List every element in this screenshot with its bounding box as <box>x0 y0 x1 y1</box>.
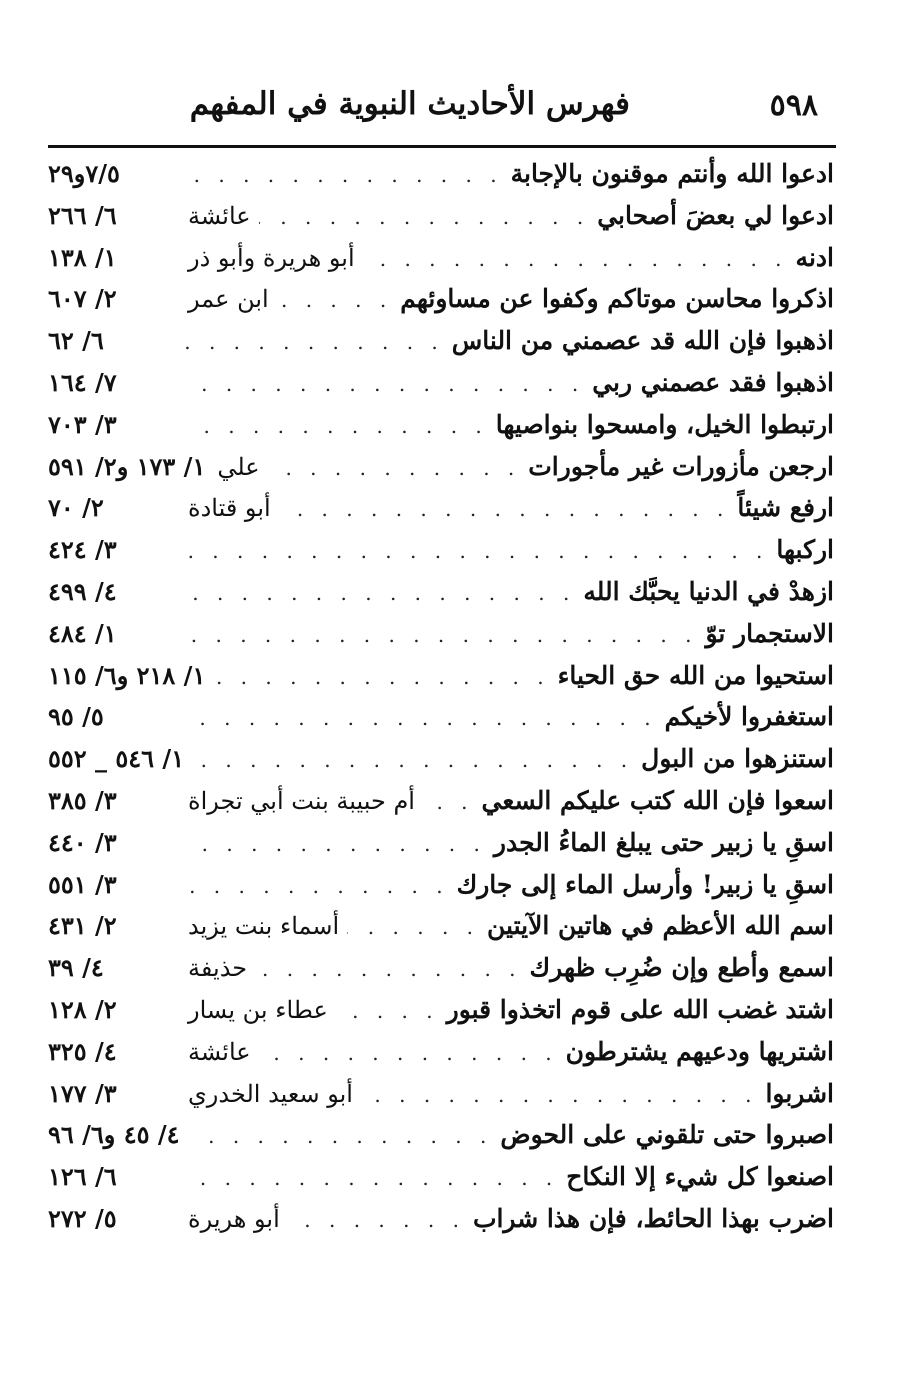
dot-leader <box>347 907 479 947</box>
volume-page-reference: ١/ ٤٨٤ <box>48 618 117 648</box>
index-entry <box>48 571 834 613</box>
index-entry <box>48 696 834 738</box>
index-entry <box>48 446 834 488</box>
volume-page-reference: ١/ ٢١٨ و٦/ ١١٥ <box>48 660 206 690</box>
hadith-text: اشتريها ودعيهم يشترطون <box>565 1036 834 1066</box>
dot-leader <box>192 740 633 780</box>
volume-page-reference: ٣/ ٧٠٣ <box>48 409 117 439</box>
hadith-text: اشربوا <box>765 1078 834 1108</box>
dot-leader <box>184 531 768 571</box>
dot-leader <box>184 1158 558 1198</box>
narrator-name: أبو قتادة <box>188 494 271 523</box>
index-entry <box>48 655 834 697</box>
dot-leader <box>184 615 697 655</box>
dot-leader <box>184 824 486 864</box>
volume-page-reference: ٢/ ٦٠٧ <box>48 284 117 314</box>
dot-leader <box>259 1033 558 1073</box>
hadith-index-list <box>48 153 834 1240</box>
hadith-text: اصبروا حتى تلقوني على الحوض <box>500 1120 834 1150</box>
index-entry <box>48 613 834 655</box>
dot-leader <box>213 657 549 697</box>
index-entry <box>48 320 834 362</box>
dot-leader <box>279 489 730 529</box>
volume-page-reference: ٧/٥و٢٩ <box>48 159 120 188</box>
index-entry <box>48 1114 834 1156</box>
index-entry <box>48 487 834 529</box>
index-entry <box>48 1031 834 1073</box>
hadith-text: اذهبوا فقد عصمني ربي <box>592 367 834 397</box>
dot-leader <box>288 1200 465 1240</box>
narrator-name: أسماء بنت يزيد <box>188 912 340 941</box>
index-entry <box>48 989 834 1031</box>
index-entry <box>48 780 834 822</box>
dot-leader <box>184 573 575 613</box>
index-entry <box>48 1198 834 1240</box>
index-entry <box>48 153 834 195</box>
dot-leader <box>336 991 439 1031</box>
dot-leader <box>184 364 584 404</box>
dot-leader <box>259 197 590 237</box>
volume-page-reference: ٦/ ٦٢ <box>48 326 104 356</box>
hadith-text: ارتبطوا الخيل، وامسحوا بنواصيها <box>495 409 834 439</box>
hadith-text: اركبها <box>776 535 834 565</box>
hadith-text: استغفروا لأخيكم <box>664 702 834 732</box>
index-entry <box>48 1156 834 1198</box>
hadith-text: استحيوا من الله حق الحياء <box>557 660 834 690</box>
header-rule <box>48 145 836 148</box>
volume-page-reference: ٣/ ٥٥١ <box>48 869 117 899</box>
narrator-name: عطاء بن يسار <box>188 995 328 1024</box>
hadith-text: اسمع وأطع وإن ضُرِب ظهرك <box>529 953 834 983</box>
hadith-text: استنزهوا من البول <box>641 744 834 774</box>
index-entry <box>48 529 834 571</box>
volume-page-reference: ٢/ ٧٠ <box>48 493 104 523</box>
dot-leader <box>277 280 393 320</box>
index-entry <box>48 864 834 906</box>
hadith-text: ادعوا الله وأنتم موقنون بالإجابة <box>510 159 834 188</box>
dot-leader <box>423 782 474 822</box>
dot-leader <box>255 949 521 989</box>
hadith-text: اذهبوا فإن الله قد عصمني من الناس <box>451 326 834 356</box>
hadith-text: اسقِ يا زبير حتى يبلغ الماءُ الجدر <box>493 827 834 857</box>
hadith-text: اشتد غضب الله على قوم اتخذوا قبور <box>446 994 834 1024</box>
narrator-name: أبو هريرة <box>188 1204 280 1233</box>
volume-page-reference: ٣/ ٣٨٥ <box>48 785 117 815</box>
index-entry <box>48 278 834 320</box>
index-entry <box>48 1073 834 1115</box>
volume-page-reference: ٢/ ٤٣١ <box>48 911 117 941</box>
hadith-text: ادنه <box>795 242 834 272</box>
dot-leader <box>184 406 488 446</box>
index-entry <box>48 947 834 989</box>
narrator-name: أبو هريرة وأبو ذر <box>188 243 355 272</box>
page-header <box>48 80 830 132</box>
dot-leader <box>184 698 657 738</box>
dot-leader <box>184 866 449 906</box>
volume-page-reference: ٥/ ٩٥ <box>48 702 104 732</box>
running-title: فهرس الأحاديث النبوية في المفهم <box>189 86 630 122</box>
volume-page-reference: ٧/ ١٦٤ <box>48 367 117 397</box>
dot-leader <box>184 155 503 195</box>
dot-leader <box>268 448 521 488</box>
dot-leader <box>184 322 444 362</box>
dot-leader <box>188 1116 493 1156</box>
index-entry <box>48 822 834 864</box>
volume-page-reference: ٤/ ٣٢٥ <box>48 1036 117 1066</box>
index-entry <box>48 404 834 446</box>
volume-page-reference: ٤/ ٤٥ و٦/ ٩٦ <box>48 1120 180 1150</box>
narrator-name: عائشة <box>188 201 251 230</box>
volume-page-reference: ٦/ ٢٦٦ <box>48 200 117 230</box>
index-entry <box>48 237 834 279</box>
hadith-text: اسقِ يا زبير! وأرسل الماء إلى جارك <box>456 869 834 899</box>
hadith-text: الاستجمار توّ <box>705 618 834 648</box>
narrator-name: حذيفة <box>188 954 248 983</box>
volume-page-reference: ٣/ ١٧٧ <box>48 1078 117 1108</box>
hadith-text: ارفع شيئاً <box>737 493 834 523</box>
hadith-text: اسم الله الأعظم في هاتين الآيتين <box>487 911 834 941</box>
hadith-text: ارجعن مأزورات غير مأجورات <box>528 451 834 481</box>
volume-page-reference: ٢/ ١٢٨ <box>48 994 117 1024</box>
index-entry <box>48 738 834 780</box>
volume-page-reference: ٣/ ٤٢٤ <box>48 535 117 565</box>
narrator-name: علي <box>217 452 260 481</box>
dot-leader <box>363 239 788 279</box>
volume-page-reference: ٤/ ٣٩ <box>48 953 104 983</box>
volume-page-reference: ٣/ ٤٤٠ <box>48 827 117 857</box>
volume-page-reference: ١/ ١٣٨ <box>48 242 117 272</box>
hadith-text: ادعوا لي بعضَ أصحابي <box>597 200 834 230</box>
volume-page-reference: ١/ ١٧٣ و٢/ ٥٩١ <box>48 451 206 481</box>
narrator-name: ابن عمر <box>188 285 269 314</box>
page-number: ٥٩٨ <box>769 88 818 123</box>
volume-page-reference: ٥/ ٢٧٢ <box>48 1203 117 1233</box>
index-entry <box>48 362 834 404</box>
index-entry <box>48 195 834 237</box>
narrator-name: أم حبيبة بنت أبي تجراة <box>188 786 415 815</box>
index-entry <box>48 905 834 947</box>
hadith-text: اضرب بهذا الحائط، فإن هذا شراب <box>472 1203 834 1233</box>
hadith-text: اسعوا فإن الله كتب عليكم السعي <box>481 785 834 815</box>
volume-page-reference: ١/ ٥٤٦ _ ٥٥٢ <box>48 744 185 774</box>
volume-page-reference: ٦/ ١٢٦ <box>48 1162 117 1192</box>
narrator-name: أبو سعيد الخدري <box>188 1079 353 1108</box>
dot-leader <box>361 1075 758 1115</box>
narrator-name: عائشة <box>188 1037 251 1066</box>
hadith-text: اصنعوا كل شيء إلا النكاح <box>566 1162 834 1192</box>
volume-page-reference: ٤/ ٤٩٩ <box>48 576 117 606</box>
hadith-text: اذكروا محاسن موتاكم وكفوا عن مساوئهم <box>400 284 834 314</box>
hadith-text: ازهدْ في الدنيا يحبَّك الله <box>583 576 834 606</box>
